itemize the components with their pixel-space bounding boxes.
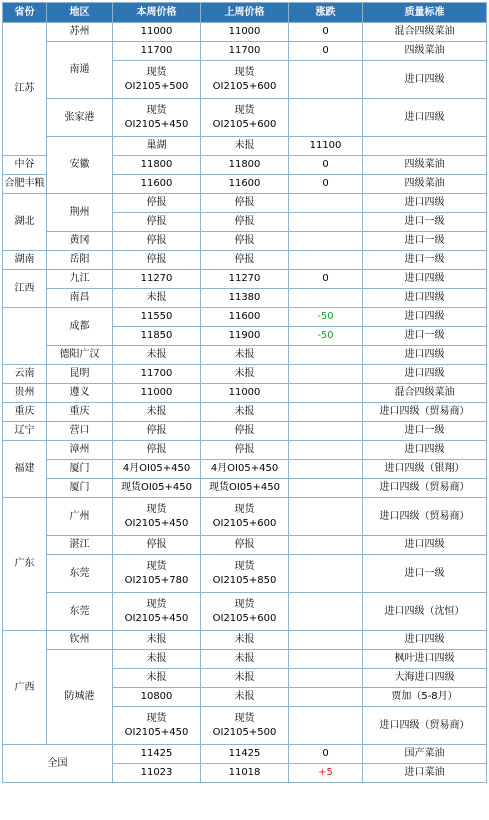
region-cell: 成都 xyxy=(47,308,113,346)
price-line: 停报 xyxy=(234,444,255,455)
price-change xyxy=(289,61,363,99)
price-line: 停报 xyxy=(234,254,255,265)
this-week-price xyxy=(113,422,201,441)
this-week-price xyxy=(201,137,289,156)
last-week-price xyxy=(201,422,289,441)
last-week-price xyxy=(201,631,289,650)
price-change xyxy=(289,422,363,441)
region-cell: 厦门 xyxy=(47,460,113,479)
quality-standard: 枫叶进口四级 xyxy=(363,650,487,669)
price-line: 11270 xyxy=(228,273,261,284)
region-cell: 巢湖 xyxy=(113,137,201,156)
quality-standard: 进口一级 xyxy=(363,422,487,441)
price-change: 0 xyxy=(289,270,363,289)
price-line: 11700 xyxy=(140,368,173,379)
price-change: 0 xyxy=(289,156,363,175)
this-week-price xyxy=(113,745,201,764)
price-line: 停报 xyxy=(234,235,255,246)
price-line: 11850 xyxy=(140,330,173,341)
quality-standard: 进口四级 xyxy=(363,270,487,289)
quality-standard: 进口四级（贸易商） xyxy=(363,707,487,745)
last-week-price xyxy=(201,555,289,593)
price-change xyxy=(289,365,363,384)
price-change xyxy=(289,536,363,555)
region-cell: 广州 xyxy=(47,498,113,536)
price-line: 11600 xyxy=(228,178,261,189)
quality-standard: 进口一级 xyxy=(363,251,487,270)
quality-standard: 进口四级 xyxy=(363,289,487,308)
table-row xyxy=(3,593,487,631)
price-line: 11018 xyxy=(228,767,261,778)
price-line: 11000 xyxy=(140,387,173,398)
price-change xyxy=(289,346,363,365)
quality-standard: 进口四级 xyxy=(363,61,487,99)
region-cell: 南通 xyxy=(47,42,113,99)
price-change: -50 xyxy=(289,308,363,327)
price-line: OI2105+600 xyxy=(212,517,277,529)
price-line: 停报 xyxy=(234,425,255,436)
price-line: 11000 xyxy=(140,26,173,37)
quality-standard: 进口四级 xyxy=(363,346,487,365)
quality-standard: 进口四级（沈恒） xyxy=(363,593,487,631)
header-this-week-price: 本周价格 xyxy=(113,3,201,23)
price-line: 未报 xyxy=(146,672,167,683)
price-line: OI2105+600 xyxy=(212,612,277,624)
price-line: 11000 xyxy=(228,387,261,398)
price-line: 11425 xyxy=(140,748,173,759)
price-line: 现货 xyxy=(146,560,167,572)
price-line: OI2105+500 xyxy=(124,80,189,92)
table-row xyxy=(3,23,487,42)
price-change xyxy=(289,213,363,232)
last-week-price xyxy=(201,61,289,99)
quality-standard: 进口一级 xyxy=(363,213,487,232)
last-week-price xyxy=(201,194,289,213)
price-line: 11425 xyxy=(228,748,261,759)
table-body xyxy=(3,23,487,783)
price-line: 现货 xyxy=(234,66,255,78)
price-line: 11700 xyxy=(140,45,173,56)
province-cell: 广西 xyxy=(3,631,47,745)
table-row xyxy=(3,403,487,422)
last-week-price xyxy=(201,479,289,498)
region-cell: 营口 xyxy=(47,422,113,441)
price-change: 0 xyxy=(289,745,363,764)
price-line: 未报 xyxy=(234,368,255,379)
price-change xyxy=(363,137,487,156)
this-week-price xyxy=(113,42,201,61)
quality-standard: 进口四级 xyxy=(363,365,487,384)
price-line: 11000 xyxy=(228,26,261,37)
this-week-price xyxy=(113,460,201,479)
last-week-price xyxy=(201,707,289,745)
price-change: 0 xyxy=(289,42,363,61)
price-line: 11700 xyxy=(228,45,261,56)
this-week-price xyxy=(113,536,201,555)
quality-standard: 进口四级 xyxy=(363,631,487,650)
region-cell: 岳阳 xyxy=(47,251,113,270)
quality-standard: 四级菜油 xyxy=(363,175,487,194)
price-change xyxy=(289,441,363,460)
price-line: 现货 xyxy=(146,104,167,116)
price-line: OI2105+450 xyxy=(124,612,189,624)
price-line: 未报 xyxy=(234,349,255,360)
last-week-price xyxy=(201,441,289,460)
table-row xyxy=(3,631,487,650)
header-last-week-price: 上周价格 xyxy=(201,3,289,23)
price-line: 现货 xyxy=(146,598,167,610)
last-week-price xyxy=(201,213,289,232)
last-week-price xyxy=(201,384,289,403)
quality-standard: 进口一级 xyxy=(363,232,487,251)
this-week-price xyxy=(113,384,201,403)
this-week-price xyxy=(113,194,201,213)
table-row xyxy=(3,270,487,289)
table-row xyxy=(3,194,487,213)
this-week-price xyxy=(113,707,201,745)
this-week-price xyxy=(113,23,201,42)
last-week-price xyxy=(201,669,289,688)
price-change xyxy=(289,232,363,251)
region-cell: 荆州 xyxy=(47,194,113,232)
this-week-price xyxy=(113,99,201,137)
last-week-price xyxy=(201,403,289,422)
quality-standard: 进口四级 xyxy=(363,194,487,213)
price-line: OI2105+500 xyxy=(212,726,277,738)
price-line: 现货OI05+450 xyxy=(208,482,280,493)
last-week-price xyxy=(289,137,363,156)
this-week-price xyxy=(113,270,201,289)
price-line: OI2105+780 xyxy=(124,574,189,586)
quality-standard: 进口四级 xyxy=(363,536,487,555)
quality-standard: 混合四级菜油 xyxy=(363,23,487,42)
quality-standard: 进口四级 xyxy=(363,99,487,137)
province-cell: 福建 xyxy=(3,441,47,498)
province-cell: 安徽 xyxy=(47,137,113,194)
last-week-price xyxy=(201,764,289,783)
price-change xyxy=(289,460,363,479)
price-line: 未报 xyxy=(234,691,255,702)
last-week-price xyxy=(201,23,289,42)
region-cell: 中谷 xyxy=(3,156,47,175)
quality-standard: 进口一级 xyxy=(363,555,487,593)
region-cell: 东莞 xyxy=(47,593,113,631)
table-row xyxy=(3,555,487,593)
price-line: 未报 xyxy=(234,140,255,151)
table-row xyxy=(3,441,487,460)
last-week-price xyxy=(201,99,289,137)
region-cell: 昆明 xyxy=(47,365,113,384)
last-week-price xyxy=(201,308,289,327)
price-line: 现货 xyxy=(234,560,255,572)
this-week-price xyxy=(113,175,201,194)
this-week-price xyxy=(113,688,201,707)
price-line: 停报 xyxy=(146,235,167,246)
this-week-price xyxy=(113,403,201,422)
this-week-price xyxy=(113,156,201,175)
header-change: 涨跌 xyxy=(289,3,363,23)
last-week-price xyxy=(201,232,289,251)
price-line: 停报 xyxy=(146,216,167,227)
region-cell: 德阳广汉 xyxy=(47,346,113,365)
price-line: 11900 xyxy=(228,330,261,341)
price-line: 4月OI05+450 xyxy=(122,463,191,474)
price-line: 现货 xyxy=(146,712,167,724)
header-province: 省份 xyxy=(3,3,47,23)
table-row xyxy=(3,99,487,137)
price-change xyxy=(289,593,363,631)
region-cell: 苏州 xyxy=(47,23,113,42)
price-line: 11800 xyxy=(228,159,261,170)
price-line: 现货 xyxy=(234,503,255,515)
table-row xyxy=(3,289,487,308)
price-line: OI2105+450 xyxy=(124,517,189,529)
province-cell: 湖北 xyxy=(3,194,47,251)
this-week-price xyxy=(113,555,201,593)
province-cell: 湖南 xyxy=(3,251,47,270)
price-change: 0 xyxy=(289,175,363,194)
region-cell: 南昌 xyxy=(47,289,113,308)
this-week-price xyxy=(113,251,201,270)
table-row xyxy=(3,479,487,498)
last-week-price xyxy=(201,42,289,61)
price-line: 11270 xyxy=(140,273,173,284)
price-change xyxy=(289,403,363,422)
table-row xyxy=(3,308,487,327)
price-line: 现货 xyxy=(234,712,255,724)
this-week-price xyxy=(113,308,201,327)
region-cell: 湛江 xyxy=(47,536,113,555)
this-week-price xyxy=(113,479,201,498)
this-week-price xyxy=(113,61,201,99)
this-week-price xyxy=(113,669,201,688)
last-week-price xyxy=(201,536,289,555)
price-line: OI2105+450 xyxy=(124,118,189,130)
table-row xyxy=(3,251,487,270)
price-line: 未报 xyxy=(234,653,255,664)
quality-standard: 贾加（5-8月） xyxy=(363,688,487,707)
price-line: OI2105+850 xyxy=(212,574,277,586)
price-line: 停报 xyxy=(234,197,255,208)
price-change xyxy=(289,479,363,498)
this-week-price xyxy=(113,327,201,346)
table-row xyxy=(3,137,487,156)
last-week-price xyxy=(201,460,289,479)
price-line: 未报 xyxy=(146,406,167,417)
price-change xyxy=(289,707,363,745)
last-week-price xyxy=(201,593,289,631)
table-row xyxy=(3,232,487,251)
price-line: 停报 xyxy=(146,444,167,455)
price-change xyxy=(289,99,363,137)
price-line: 4月OI05+450 xyxy=(210,463,279,474)
price-line: 现货 xyxy=(234,104,255,116)
price-change xyxy=(289,650,363,669)
price-line: 11800 xyxy=(140,159,173,170)
table-row xyxy=(3,536,487,555)
price-line: 停报 xyxy=(146,425,167,436)
header-quality-standard: 质量标准 xyxy=(363,3,487,23)
table-row xyxy=(3,498,487,536)
this-week-price xyxy=(113,593,201,631)
this-week-price xyxy=(113,213,201,232)
price-line: OI2105+450 xyxy=(124,726,189,738)
table-row xyxy=(3,365,487,384)
quality-standard: 进口四级（贸易商） xyxy=(363,498,487,536)
price-line: 未报 xyxy=(146,349,167,360)
price-line: 现货OI05+450 xyxy=(120,482,192,493)
quality-standard: 进口四级（银翔） xyxy=(363,460,487,479)
price-line: 11100 xyxy=(309,140,342,151)
price-line: 停报 xyxy=(146,254,167,265)
price-change xyxy=(289,555,363,593)
this-week-price xyxy=(113,232,201,251)
price-change xyxy=(289,194,363,213)
region-cell: 遵义 xyxy=(47,384,113,403)
price-line: 停报 xyxy=(234,539,255,550)
price-line: 11380 xyxy=(228,292,261,303)
quality-standard: 国产菜油 xyxy=(363,745,487,764)
last-week-price xyxy=(201,365,289,384)
price-change: -50 xyxy=(289,327,363,346)
region-cell: 东莞 xyxy=(47,555,113,593)
price-line: 10800 xyxy=(140,691,173,702)
province-cell: 贵州 xyxy=(3,384,47,403)
price-line: 11600 xyxy=(228,311,261,322)
price-change xyxy=(289,498,363,536)
quality-standard: 进口菜油 xyxy=(363,764,487,783)
province-cell: 江西 xyxy=(3,270,47,308)
region-cell: 合肥丰粮 xyxy=(3,175,47,194)
price-line: OI2105+600 xyxy=(212,80,277,92)
quality-standard: 进口四级（贸易商） xyxy=(363,403,487,422)
province-cell: 云南 xyxy=(3,365,47,384)
last-week-price xyxy=(201,688,289,707)
region-cell: 漳州 xyxy=(47,441,113,460)
table-row xyxy=(3,384,487,403)
quality-standard: 混合四级菜油 xyxy=(363,384,487,403)
price-line: 未报 xyxy=(234,406,255,417)
quality-standard: 进口四级 xyxy=(363,308,487,327)
this-week-price xyxy=(113,365,201,384)
price-line: 现货 xyxy=(234,598,255,610)
nationwide-cell: 全国 xyxy=(3,745,113,783)
last-week-price xyxy=(201,327,289,346)
region-cell: 防城港 xyxy=(47,650,113,745)
region-cell: 张家港 xyxy=(47,99,113,137)
last-week-price xyxy=(201,156,289,175)
price-change xyxy=(289,384,363,403)
price-line: 未报 xyxy=(234,634,255,645)
this-week-price xyxy=(113,650,201,669)
quality-standard: 四级菜油 xyxy=(363,42,487,61)
region-cell: 黄冈 xyxy=(47,232,113,251)
quality-standard: 进口四级（贸易商） xyxy=(363,479,487,498)
table-row xyxy=(3,42,487,61)
price-line: 未报 xyxy=(234,672,255,683)
price-change xyxy=(289,251,363,270)
price-change: +5 xyxy=(289,764,363,783)
price-change xyxy=(289,631,363,650)
this-week-price xyxy=(113,631,201,650)
last-week-price xyxy=(201,650,289,669)
province-cell xyxy=(3,308,47,365)
region-cell: 九江 xyxy=(47,270,113,289)
this-week-price xyxy=(113,498,201,536)
last-week-price xyxy=(201,346,289,365)
price-change: 0 xyxy=(289,23,363,42)
last-week-price xyxy=(201,270,289,289)
price-line: 现货 xyxy=(146,503,167,515)
this-week-price xyxy=(113,346,201,365)
price-line: 停报 xyxy=(146,197,167,208)
last-week-price xyxy=(201,745,289,764)
this-week-price xyxy=(113,764,201,783)
last-week-price xyxy=(201,498,289,536)
table-row xyxy=(3,346,487,365)
price-line: 停报 xyxy=(146,539,167,550)
last-week-price xyxy=(201,251,289,270)
table-row xyxy=(3,460,487,479)
region-cell: 厦门 xyxy=(47,479,113,498)
price-change xyxy=(289,289,363,308)
table-header xyxy=(3,3,487,23)
province-cell: 广东 xyxy=(3,498,47,631)
price-line: 11023 xyxy=(140,767,173,778)
quality-standard: 进口一级 xyxy=(363,327,487,346)
price-line: 11550 xyxy=(140,311,173,322)
province-cell: 重庆 xyxy=(3,403,47,422)
price-line: OI2105+600 xyxy=(212,118,277,130)
header-region: 地区 xyxy=(47,3,113,23)
region-cell: 重庆 xyxy=(47,403,113,422)
province-cell: 辽宁 xyxy=(3,422,47,441)
quality-standard: 进口四级 xyxy=(363,441,487,460)
price-line: 未报 xyxy=(146,292,167,303)
price-change xyxy=(289,669,363,688)
rapeseed-oil-price-table xyxy=(2,2,487,783)
table-row xyxy=(3,745,487,764)
quality-standard: 大海进口四级 xyxy=(363,669,487,688)
table-row xyxy=(3,650,487,669)
this-week-price xyxy=(113,441,201,460)
price-line: 未报 xyxy=(146,634,167,645)
price-line: 停报 xyxy=(234,216,255,227)
this-week-price xyxy=(113,289,201,308)
table-row xyxy=(3,422,487,441)
quality-standard: 四级菜油 xyxy=(363,156,487,175)
region-cell: 钦州 xyxy=(47,631,113,650)
last-week-price xyxy=(201,289,289,308)
price-line: 未报 xyxy=(146,653,167,664)
province-cell: 江苏 xyxy=(3,23,47,156)
price-change xyxy=(289,688,363,707)
price-line: 11600 xyxy=(140,178,173,189)
price-line: 现货 xyxy=(146,66,167,78)
last-week-price xyxy=(201,175,289,194)
